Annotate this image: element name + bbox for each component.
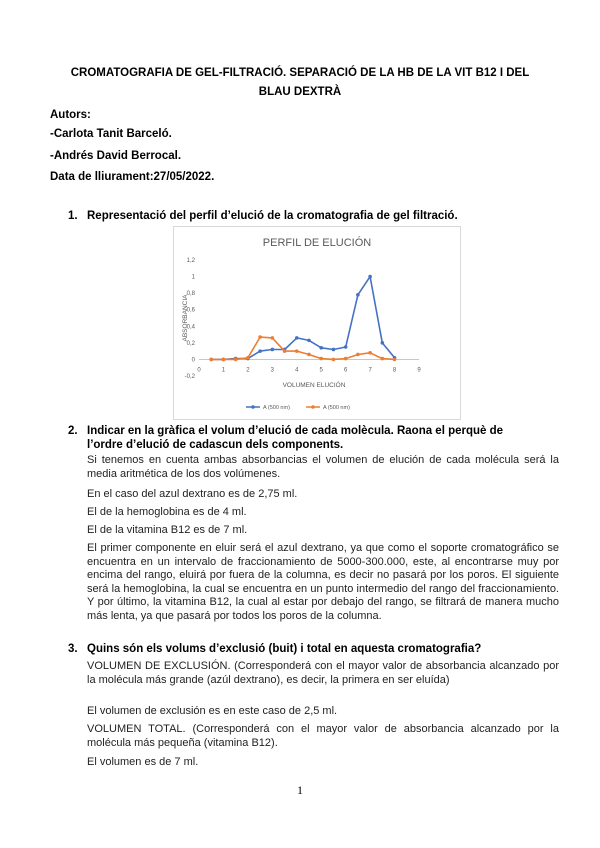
data-point [381,357,385,361]
data-point [307,353,311,357]
x-tick-label: 3 [270,367,275,374]
data-point [222,358,226,362]
section-3-paragraph-3: VOLUMEN TOTAL. (Corresponderá con el mayor valor de absorbancia alcanzado por la molécula más pequeña (vitamina B12). [87,723,559,749]
x-tick-label: 0 [197,367,201,374]
data-point [209,358,213,362]
y-tick-label: 0 [191,357,195,364]
series-line [211,337,394,359]
legend-marker [311,405,315,409]
y-tick-label: -0,2 [184,374,195,380]
x-tick-label: 7 [368,367,372,374]
legend-entry: A (500 nm) [263,405,290,411]
series-line [211,277,394,360]
x-tick-label: 9 [417,367,421,374]
section-2-paragraph-2: En el caso del azul dextrano es de 2,75 ml. [87,488,298,500]
legend-marker [251,405,255,409]
section-1-title: Representació del perfil d’elució de la cromatografia de gel filtració. [87,210,458,222]
page-number: 1 [297,783,303,797]
section-2-title-line-1: Indicar en la gràfica el volum d’elució de cada molècula. Raona el perquè de [87,425,504,437]
title-line-2: BLAU DEXTRÀ [258,86,342,98]
data-point [319,346,323,350]
data-point [271,348,275,352]
section-2-title-line-2: l’ordre d’elució de cadascun dels components. [87,439,344,451]
data-point [381,341,385,345]
elution-profile-chart [173,226,461,420]
section-2-paragraph-5: El primer componente en eluir será el azul dextrano, ya que como el soporte cromatográfico se encuentra en un intervalo de fraccionamiento de 5000-300.000, este, al encontrarse muy por encima del rango, eluirá por fuera de la columna, es decir no pasará por los poros. El siguiente será la hemoglobina, la cual se encuentra en un punto intermedio del rango del fraccionamiento. Y por último, la vitamina B12, la cual al estar por debajo del rango, se filtrará de manera mucho más lenta, ya que pasará por todos los poros de la columna. [87,542,559,622]
x-tick-label: 6 [343,367,348,374]
y-tick-label: 1 [191,274,195,281]
author-2: -Andrés David Berrocal. [50,150,182,162]
section-2-paragraph-3: El de la hemoglobina es de 4 ml. [87,506,247,518]
data-point [344,345,348,349]
data-point [295,349,299,353]
title-line-1: CROMATOGRAFIA DE GEL-FILTRACIÓ. SEPARACIÓ DE LA HB DE LA VIT B12 I DEL [70,67,530,79]
author-1: -Carlota Tanit Barceló. [50,128,172,140]
x-axis-label: VOLUMEN ELUCIÓN [282,382,346,389]
x-tick-label: 4 [295,367,299,374]
data-point [344,357,348,361]
chart-title: PERFIL DE ELUCIÓN [262,237,372,249]
y-tick-label: 0,8 [186,291,195,298]
section-3-paragraph-1: VOLUMEN DE EXCLUSIÓN. (Corresponderá con el mayor valor de absorbancia alcanzado por la molécula más grande (azúl dextrano), es decir, la primera en ser eluída) [87,660,559,686]
data-point [368,275,372,279]
section-3-number: 3. [68,643,78,655]
section-3-paragraph-2: El volumen de exclusión es en este caso de 2,5 ml. [87,705,338,717]
data-point [258,335,262,339]
data-point [271,336,275,340]
section-3-title: Quins són els volums d’exclusió (buit) i total en aquesta cromatografia? [87,643,482,655]
section-2-paragraph-4: El de la vitamina B12 es de 7 ml. [87,524,248,536]
y-tick-label: 0,6 [186,307,195,314]
data-point [246,356,250,360]
data-point [332,358,336,362]
section-2-number: 2. [68,425,78,437]
data-point [368,351,372,355]
section-3-paragraph-4: El volumen es de 7 ml. [87,756,199,768]
y-tick-label: 1,2 [186,258,195,264]
chart-svg [174,227,460,419]
section-2-paragraph-1: Si tenemos en cuenta ambas absorbancias el volumen de elución de cada molécula será la media aritmética de los dos volúmenes. [87,454,559,480]
data-point [356,353,360,357]
y-axis-label: ABSORBANCIA [182,294,189,342]
data-point [356,293,360,297]
x-tick-label: 1 [221,367,226,374]
section-1-number: 1. [68,210,78,222]
section-2-heading [68,424,558,452]
x-tick-label: 2 [246,367,250,374]
authors-label: Autors: [50,109,91,121]
data-point [332,348,336,352]
chart-legend [246,405,350,411]
document-title [50,64,550,102]
y-tick-label: 0,4 [186,324,195,331]
data-point [393,358,397,362]
y-tick-label: 0,2 [186,340,195,347]
legend-entry: A (500 nm) [323,405,350,411]
data-point [295,336,299,340]
data-point [319,357,323,361]
data-point [283,349,287,353]
data-point [258,349,262,353]
x-tick-label: 5 [319,367,323,374]
delivery-date: Data de lliurament:27/05/2022. [50,171,215,183]
x-tick-label: 8 [392,367,397,374]
data-point [307,339,311,343]
series-1 [209,275,396,361]
data-point [234,358,238,362]
